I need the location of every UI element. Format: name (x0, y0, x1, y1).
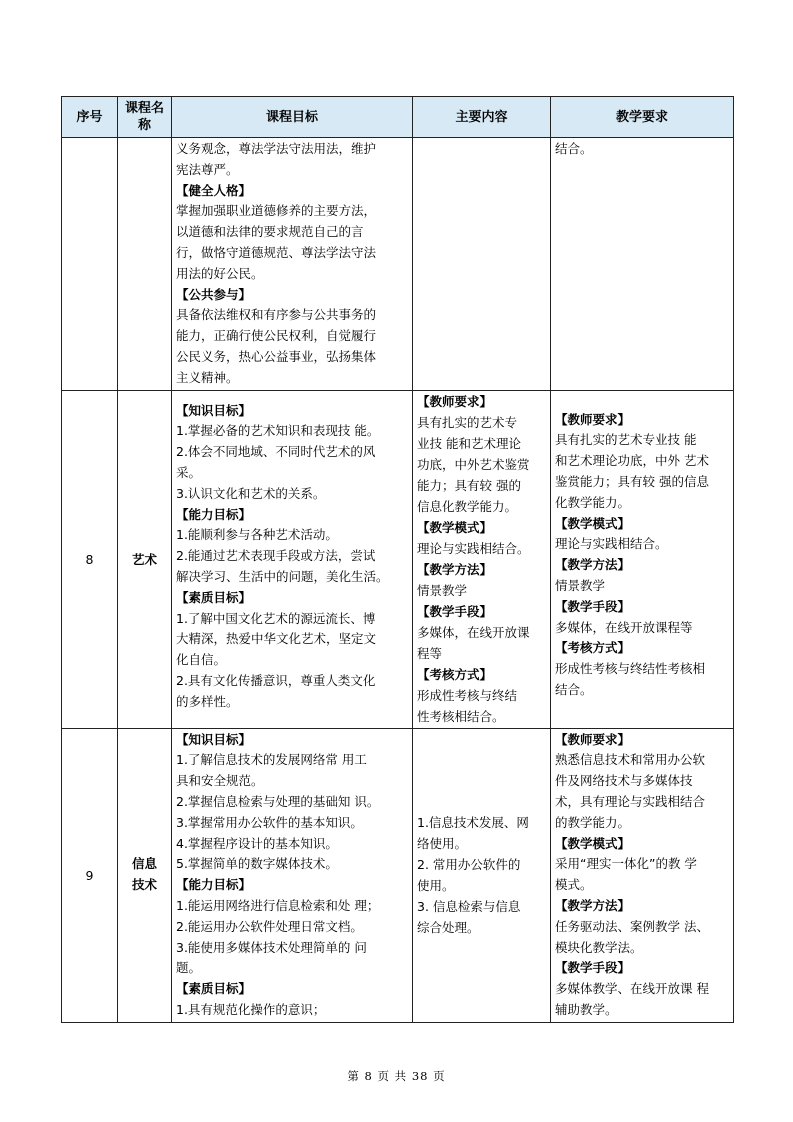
cell-name (118, 138, 172, 391)
text-line: 主义精神。 (176, 369, 239, 385)
text-line: 具有扎实的艺术专 (417, 414, 518, 430)
text-line: 1.信息技术发展、网 (417, 815, 529, 831)
text-line: 用法的好公民。 (176, 265, 264, 281)
text-line: 辅助教学。 (555, 1001, 618, 1017)
text-line: 性考核相结合。 (417, 708, 505, 724)
section-heading: 【考核方式】 (417, 666, 493, 682)
text-line: 义务观念，尊法学法守法用法，维护 (176, 141, 377, 156)
cell-content (413, 728, 551, 1022)
header-name: 课程名称 (118, 97, 172, 138)
text-line: 3.能使用多媒体技术处理简单的 问 (176, 939, 367, 955)
text-line: 理论与实践相结合。 (417, 540, 530, 556)
text-line: 2.具有文化传播意识，尊重人类文化 (176, 672, 376, 688)
cell-goal (172, 728, 413, 1022)
section-heading: 【教学方法】 (555, 897, 631, 913)
text-line: 3.掌握常用办公软件的基本知识。 (176, 814, 363, 830)
text-line: 任务驱动法、案例教学 法、 (555, 918, 709, 934)
text-line: 使用。 (417, 878, 455, 894)
cell-require (551, 390, 734, 728)
section-heading: 【教学模式】 (555, 835, 631, 851)
section-heading: 【教学方法】 (417, 561, 493, 577)
section-heading: 【知识目标】 (176, 402, 252, 418)
name-line-1: 信息 (131, 856, 157, 872)
text-line: 1.掌握必备的艺术知识和表现技 能。 (176, 423, 380, 439)
text-line: 情景教学 (417, 582, 468, 598)
cell-goal (172, 138, 413, 391)
text-line: 具有扎实的艺术专业技 能 (555, 432, 697, 448)
cell-content (413, 390, 551, 728)
section-heading: 【教学手段】 (555, 598, 631, 614)
text-line: 和艺术理论功底，中外 艺术 (555, 453, 709, 469)
text-line: 模式。 (555, 877, 593, 893)
text-line: 功底，中外艺术鉴赏 (417, 456, 530, 472)
cell-idx: 9 (62, 728, 118, 1022)
section-heading: 【教师要求】 (555, 411, 631, 427)
cell-require (551, 728, 734, 1022)
cell-idx: 8 (62, 390, 118, 728)
text-line: 2. 常用办公软件的 (417, 857, 521, 873)
text-line: 理论与实践相结合。 (555, 536, 668, 552)
text-line: 件及网络技术与多媒体技 (555, 773, 693, 789)
section-heading: 【能力目标】 (176, 877, 252, 893)
header-idx: 序号 (62, 97, 118, 138)
text-line: 结合。 (555, 681, 593, 697)
text-line: 术，具有理论与实践相结合 (555, 793, 706, 809)
cell-require (551, 138, 734, 391)
text-line: 多媒体，在线开放课 (417, 624, 530, 640)
text-line: 具和安全规范。 (176, 773, 264, 789)
text-line: 化教学能力。 (555, 494, 631, 510)
text-line: 熟悉信息技术和常用办公软 (555, 752, 706, 768)
text-line: 程等 (417, 645, 443, 661)
text-line: 1.能顺利参与各种艺术活动。 (176, 527, 338, 543)
text-line: 1.具有规范化操作的意识； (176, 1001, 326, 1017)
text-line: 模块化教学法。 (555, 939, 643, 955)
text-line: 大精深，热爱中华文化艺术，坚定文 (176, 631, 377, 647)
section-heading: 【考核方式】 (555, 640, 631, 656)
section-heading: 【素质目标】 (176, 981, 252, 997)
header-goal: 课程目标 (172, 97, 413, 138)
page-footer: 第 8 页 共 38 页 (347, 1069, 446, 1083)
text-line: 1.能运用网络进行信息检索和处 理； (176, 897, 380, 913)
text-line: 具备依法维权和有序参与公共事务的 (176, 307, 377, 323)
cell-name (118, 728, 172, 1022)
section-heading: 【教学模式】 (555, 515, 631, 531)
text-line: 综合处理。 (417, 920, 480, 936)
name-line-2: 技术 (131, 877, 157, 893)
cell-idx (62, 138, 118, 391)
section-heading: 【素质目标】 (176, 589, 252, 605)
section-heading: 【能力目标】 (176, 506, 252, 522)
text-line: 形成性考核与终结 (417, 687, 518, 703)
text-line: 宪法尊严。 (176, 161, 239, 177)
text-line: 2.能运用办公软件处理日常文档。 (176, 918, 363, 934)
table-row-it (62, 728, 734, 1022)
table-row-art (62, 390, 734, 728)
section-heading: 【教师要求】 (417, 393, 493, 409)
text-line: 情景教学 (555, 577, 606, 593)
table-row-continued (62, 138, 734, 391)
text-line: 解决学习、生活中的问题，美化生活。 (176, 568, 389, 584)
text-line: 形成性考核与终结性考核相 (555, 661, 706, 677)
text-line: 1.了解信息技术的发展网络常 用工 (176, 752, 367, 768)
cell-content (413, 138, 551, 391)
text-line: 以道德和法律的要求规范自己的言 (176, 224, 364, 240)
section-heading: 【教学手段】 (417, 603, 493, 619)
text-line: 多媒体，在线开放课程等 (555, 619, 693, 635)
section-heading: 【教学方法】 (555, 557, 631, 573)
text-line: 2.能通过艺术表现手段或方法，尝试 (176, 548, 376, 564)
section-heading: 【教师要求】 (555, 731, 631, 747)
text-line: 行，做恪守道德规范、尊法学法守法 (176, 244, 377, 260)
text-line: 业技 能和艺术理论 (417, 435, 521, 451)
text-line: 能力，正确行使公民权利，自觉履行 (176, 328, 377, 344)
text-line: 的教学能力。 (555, 814, 631, 830)
text-line: 掌握加强职业道德修养的主要方法， (176, 203, 377, 219)
text-line: 的多样性。 (176, 693, 239, 709)
header-content: 主要内容 (413, 97, 551, 138)
text-line: 5.掌握简单的数字媒体技术。 (176, 856, 338, 872)
text-line: 信息化教学能力。 (417, 498, 518, 514)
course-table (61, 96, 734, 1023)
text-line: 3.认识文化和艺术的关系。 (176, 485, 326, 501)
text-line: 题。 (176, 960, 202, 976)
cell-goal (172, 390, 413, 728)
text-line: 络使用。 (417, 836, 468, 852)
text-line: 能力；具有较 强的 (417, 477, 521, 493)
cell-name: 艺术 (118, 390, 172, 728)
text-line: 多媒体教学、在线开放课 程 (555, 981, 709, 997)
text-line: 采。 (176, 464, 202, 480)
text-line: 化自信。 (176, 652, 227, 668)
text-line: 鉴赏能力；具有较 强的信息 (555, 473, 709, 489)
section-heading: 【健全人格】 (176, 182, 252, 198)
header-require: 教学要求 (551, 97, 734, 138)
text-line: 3. 信息检索与信息 (417, 899, 521, 915)
text-line: 采用“理实一体化”的教 学 (555, 856, 697, 872)
section-heading: 【教学手段】 (555, 960, 631, 976)
header-row (62, 97, 734, 138)
text-line: 结合。 (555, 141, 593, 156)
text-line: 1.了解中国文化艺术的源远流长、博 (176, 610, 376, 626)
text-line: 公民义务，热心公益事业，弘扬集体 (176, 348, 377, 364)
section-heading: 【公共参与】 (176, 286, 252, 302)
text-line: 2.体会不同地域、不同时代艺术的风 (176, 444, 376, 460)
text-line: 4.掌握程序设计的基本知识。 (176, 835, 338, 851)
text-line: 2.掌握信息检索与处理的基础知 识。 (176, 793, 380, 809)
section-heading: 【知识目标】 (176, 731, 252, 747)
section-heading: 【教学模式】 (417, 519, 493, 535)
